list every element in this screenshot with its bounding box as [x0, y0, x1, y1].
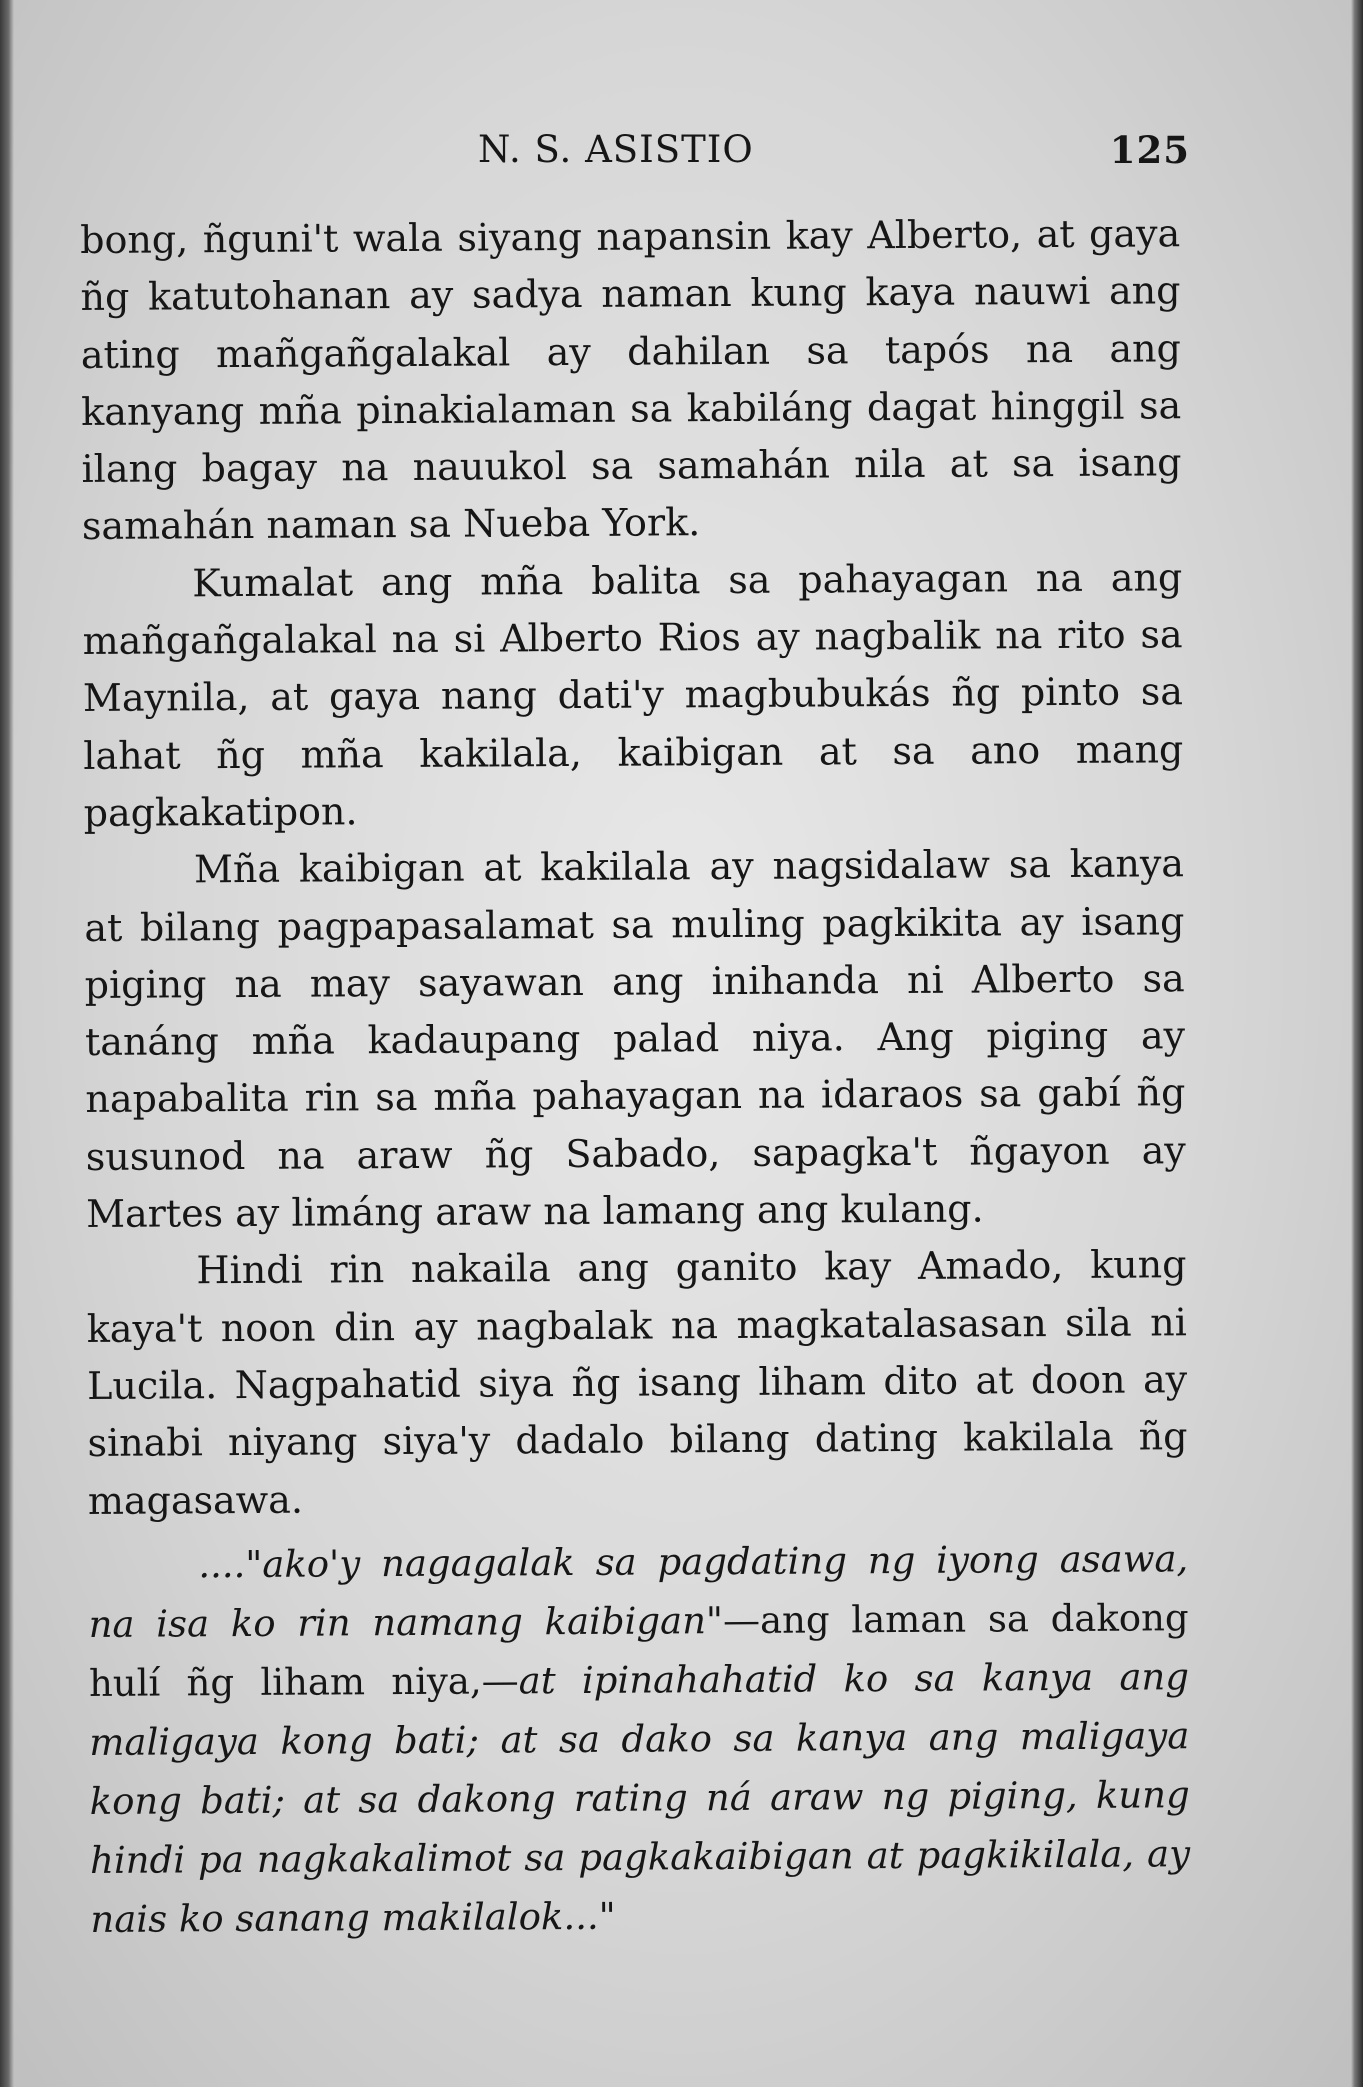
paragraph: Mña kaibigan at kakilala ay nagsidalaw sa kanya at bilang pagpapasalamat sa muling pagkikita ay isang piging na may sayawan ang inihanda ni Alberto sa tanáng mña kadaupang palad niya. Ang piging ay napabalita rin sa mña pahayagan na idaraos sa gabí ñg susunod na araw ñg Sabado, sapagka't ñgayon ay Martes ay limáng araw na lamang ang kulang. [84, 841, 1186, 1237]
running-header [80, 128, 1190, 178]
paragraph: Kumalat ang mña balita sa pahayagan na ang mañgañgalakal na si Alberto Rios ay nagbalik na rito sa Maynila, at gaya nang dati'y magbubukás ñg pinto sa lahat ñg mña kakilala, kaibigan at sa ano mang pagkakatipon. [82, 555, 1184, 835]
paragraph-continuation: bong, ñguni't wala siyang napansin kay Alberto, at gaya ñg katutohanan ay sadya naman kung kaya nauwi ang ating mañgañgalakal ay dahilan sa tapós na ang kanyang mña pinakialaman sa kabiláng dagat hinggil sa ilang bagay na nauukol sa samahán nila at sa isang samahán naman sa Nueba York. [80, 211, 1182, 549]
page-spine-shadow [0, 0, 14, 2087]
letter-narration: —ang laman sa dakong hulí ñg liham niya,— [88, 1596, 1189, 1705]
paragraph: Hindi rin nakaila ang ganito kay Amado, kung kaya't noon din ay nagbalak na magkatalasasan sila ni Lucila. Nagpahatid siya ñg isang liham dito at doon ay sinabi niyang siya'y dadalo bilang dating kakilala ñg magasawa. [86, 1242, 1188, 1523]
running-title: N. S. ASISTIO [478, 128, 754, 171]
page-number: 125 [1109, 128, 1190, 172]
page-edge-shadow [1351, 0, 1363, 2087]
letter-quote-opening: ...."ako'y nagagalak sa pagdating ng iyong asawa, na isa ko rin namang kaibigan" [88, 1537, 1189, 1646]
body-text [80, 205, 1191, 1949]
letter-quote-continuation: at ipinahahatid ko sa kanya ang maligaya kong bati; at sa dako sa kanya ang maligaya kong bati; at sa dakong rating ná araw ng piging, kung hindi pa nagkakalimot sa pagkakaibigan at pagkikilala, ay nais ko sanang makilalok..." [89, 1655, 1191, 1941]
letter-quote [88, 1523, 1191, 1949]
